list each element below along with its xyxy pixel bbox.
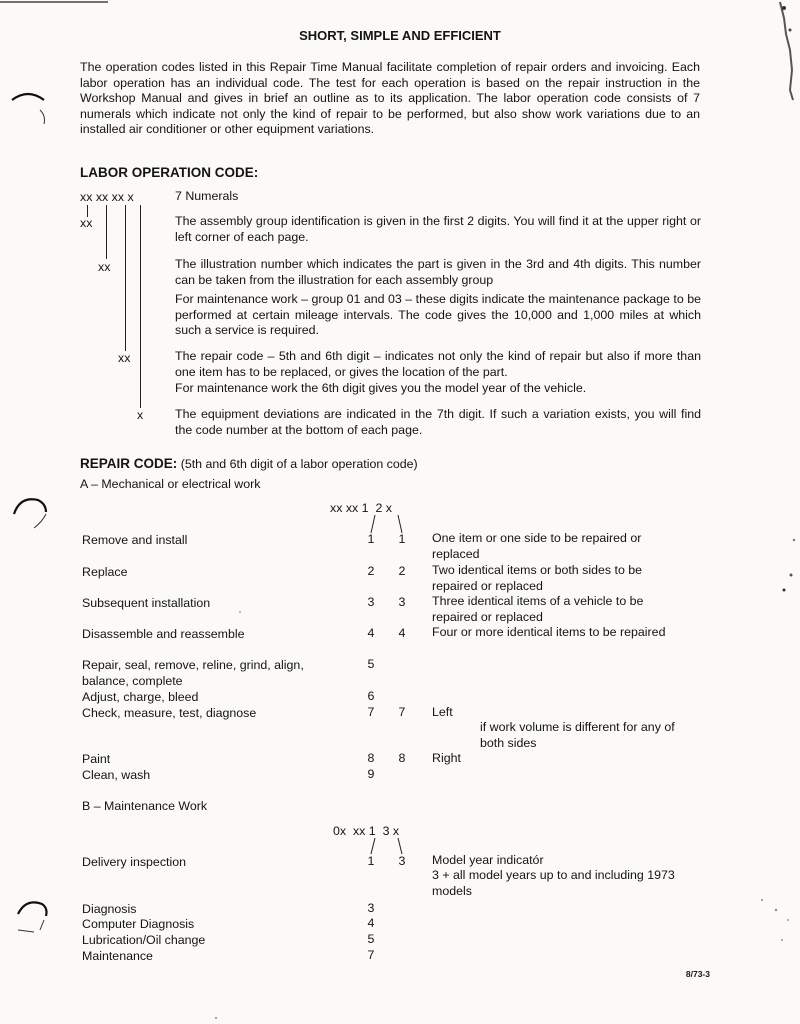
row-desc-4: Four or more identical items to be repaired [432, 625, 666, 639]
code-a-pattern: xx xx 1 2 x [330, 501, 392, 515]
row-d6-7: 7 [398, 705, 406, 719]
maint-d5-2: 4 [367, 916, 375, 930]
row-label-9: Clean, wash [82, 768, 151, 782]
row-label-8: Paint [82, 752, 111, 766]
row-label-5: Repair, seal, remove, reline, grind, align, balance, complete [82, 658, 304, 688]
labor-paragraph-1: The assembly group identification is given in the first 2 digits. You will find it at the upper right or left corner of each page. [175, 214, 701, 244]
maint-d5-3: 5 [367, 932, 375, 946]
marker-group: xx [80, 216, 93, 230]
delivery-d6: 3 [398, 854, 406, 868]
numerals-label: 7 Numerals [175, 189, 239, 203]
row-d6-8: 8 [398, 751, 406, 765]
section-a-label: A – Mechanical or electrical work [80, 477, 261, 491]
page-title: SHORT, SIMPLE AND EFFICIENT [299, 28, 501, 43]
row-d6-2: 2 [398, 564, 406, 578]
row-d5-4: 4 [367, 626, 375, 640]
labor-paragraph-5: The equipment deviations are indicated in the 7th digit. If such a variation exists, you will find the code number at the bottom of each page. [175, 407, 701, 437]
delivery-desc-2: 3 + all model years up to and including 1973 models [432, 868, 675, 898]
maint-d5-4: 7 [367, 948, 375, 962]
marker-equipment: x [137, 408, 144, 422]
row-label-1: Remove and install [82, 533, 188, 547]
row-d6-1: 1 [398, 532, 406, 546]
side-note: if work volume is different for any of both sides [480, 720, 675, 750]
row-label-3: Subsequent installation [82, 596, 211, 610]
repair-code-heading: REPAIR CODE: [80, 456, 178, 471]
delivery-desc-1: Model year indicatór [432, 853, 544, 867]
maint-d5-1: 3 [367, 901, 375, 915]
row-desc-7: Left [432, 705, 453, 719]
marker-illustration: xx [98, 260, 111, 274]
maint-label-3: Lubrication/Oil change [82, 933, 206, 947]
section-b-label: B – Maintenance Work [82, 799, 208, 813]
row-label-6: Adjust, charge, bleed [82, 690, 199, 704]
row-d5-6: 6 [367, 689, 375, 703]
labor-paragraph-4b: For maintenance work the 6th digit gives you the model year of the vehicle. [175, 381, 587, 395]
row-d5-7: 7 [367, 705, 375, 719]
maint-label-4: Maintenance [82, 949, 153, 963]
row-desc-8: Right [432, 751, 461, 765]
marker-repair: xx [118, 351, 131, 365]
row-desc-2: Two identical items or both sides to be repaired or replaced [432, 563, 643, 593]
labor-paragraph-3: For maintenance work – group 01 and 03 – these digits indicate the maintenance package to be performed at certain mileage intervals. The code gives the 10,000 and 1,000 miles at which such a service is required. [175, 292, 701, 338]
labor-paragraph-2: The illustration number which indicates the part is given in the 3rd and 4th digits. This number can be taken from the illustration for each assembly group [175, 257, 701, 287]
row-d5-3: 3 [367, 595, 375, 609]
code-b-pattern: 0x xx 1 3 x [333, 824, 400, 838]
row-label-2: Replace [82, 565, 128, 579]
row-d6-4: 4 [398, 626, 406, 640]
row-d5-1: 1 [367, 532, 375, 546]
maint-label-1: Diagnosis [82, 902, 137, 916]
repair-code-note: (5th and 6th digit of a labor operation code) [180, 457, 418, 471]
delivery-d5: 1 [367, 854, 375, 868]
row-d5-5: 5 [367, 657, 375, 671]
row-label-7: Check, measure, test, diagnose [82, 706, 257, 720]
row-desc-3: Three identical items of a vehicle to be repaired or replaced [432, 594, 644, 624]
row-d5-8: 8 [367, 751, 375, 765]
page-number: 8/73-3 [685, 969, 710, 979]
row-d5-9: 9 [367, 767, 375, 781]
labor-code-heading: LABOR OPERATION CODE: [80, 165, 259, 180]
maint-label-2: Computer Diagnosis [82, 917, 195, 931]
row-d6-3: 3 [398, 595, 406, 609]
code-pattern: xx xx xx x [80, 190, 134, 204]
row-d5-2: 2 [367, 564, 375, 578]
row-label-4: Disassemble and reassemble [82, 627, 245, 641]
labor-paragraph-4: The repair code – 5th and 6th digit – indicates not only the kind of repair but also if more than one item has to be replaced, or gives the location of the part. [175, 349, 701, 379]
intro-paragraph: The operation codes listed in this Repair Time Manual facilitate completion of repair orders and invoicing. Each labor operation has an individual code. The test for each operation is based on the repair instruction in the Workshop Manual and gives in brief an outline as to its application. The labor operation code consists of 7 numerals which indicate not only the kind of repair to be performed, but also show work variations due to an installed air conditioner or other equipment variations. [80, 60, 700, 137]
delivery-label: Delivery inspection [82, 855, 186, 869]
row-desc-1: One item or one side to be repaired or replaced [432, 531, 642, 561]
